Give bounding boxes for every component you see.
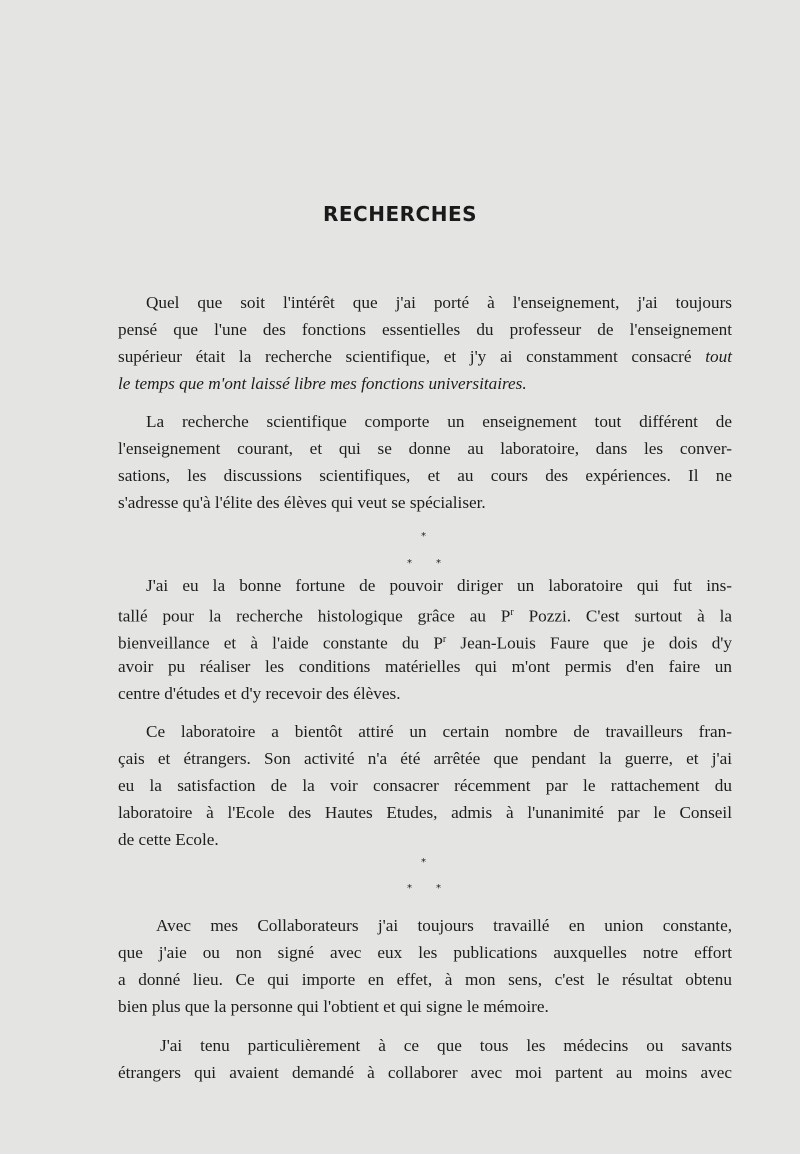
paragraph-line: centre d'études et d'y recevoir des élèves. <box>118 684 401 703</box>
text-span: supérieur était la recherche scientifique, et j'y ai constamment consacré <box>118 347 706 366</box>
paragraph-line: bien plus que la personne qui l'obtient et qui signe le mémoire. <box>118 997 549 1016</box>
paragraph-line: J'ai eu la bonne fortune de pouvoir diriger un laboratoire qui fut ins- <box>146 576 732 595</box>
asterisk: * <box>436 883 441 894</box>
paragraph-line: l'enseignement courant, et qui se donne au laboratoire, dans les conver- <box>118 439 732 458</box>
paragraph-line: pensé que l'une des fonctions essentielles du professeur de l'enseignement <box>118 320 732 339</box>
asterisk: * <box>421 857 426 868</box>
italic-text: tout <box>705 347 732 366</box>
asterisk: * <box>407 883 412 894</box>
asterisk: * <box>421 531 426 542</box>
paragraph-line: La recherche scientifique comporte un enseignement tout différent de <box>146 412 732 431</box>
paragraph-line: Avec mes Collaborateurs j'ai toujours travaillé en union constante, <box>156 916 732 935</box>
paragraph-line <box>118 347 732 367</box>
paragraph-line: s'adresse qu'à l'élite des élèves qui veut se spécialiser. <box>118 493 486 512</box>
asterisk: * <box>436 558 441 569</box>
paragraph-line: que j'aie ou non signé avec eux les publications auxquelles notre effort <box>118 943 732 962</box>
text-span: bienveillance et à l'aide constante du P <box>118 633 443 653</box>
paragraph-line: a donné lieu. Ce qui importe en effet, à mon sens, c'est le résultat obtenu <box>118 970 732 989</box>
page-title: RECHERCHES <box>322 202 478 226</box>
paragraph-line: laboratoire à l'Ecole des Hautes Etudes, admis à l'unanimité par le Conseil <box>118 803 732 822</box>
paragraph-line: étrangers qui avaient demandé à collaborer avec moi partent au moins avec <box>118 1063 732 1082</box>
superscript: r <box>442 634 447 645</box>
paragraph-line: sations, les discussions scientifiques, et au cours des expériences. Il ne <box>118 466 732 485</box>
paragraph-line: Ce laboratoire a bientôt attiré un certain nombre de travailleurs fran- <box>146 722 732 741</box>
text-span: tallé pour la recherche histologique grâce au P <box>118 606 511 626</box>
paragraph-line: Quel que soit l'intérêt que j'ai porté à l'enseignement, j'ai toujours <box>146 293 732 312</box>
paragraph-line <box>118 603 732 627</box>
paragraph-line: çais et étrangers. Son activité n'a été arrêtée que pendant la guerre, et j'ai <box>118 749 732 768</box>
italic-text: le temps que m'ont laissé libre mes fonctions universitaires. <box>118 374 527 393</box>
text-span: Jean-Louis Faure que je dois d'y <box>446 633 732 653</box>
asterisk: * <box>407 558 412 569</box>
text-span: Pozzi. C'est surtout à la <box>513 606 732 626</box>
paragraph-line: J'ai tenu particulièrement à ce que tous les médecins ou savants <box>160 1036 732 1055</box>
paragraph-line: de cette Ecole. <box>118 830 219 849</box>
paragraph-line <box>118 630 732 654</box>
paragraph-line: avoir pu réaliser les conditions matérielles qui m'ont permis d'en faire un <box>118 657 732 676</box>
paragraph-line: eu la satisfaction de la voir consacrer récemment par le rattachement du <box>118 776 732 795</box>
superscript: r <box>510 607 514 618</box>
